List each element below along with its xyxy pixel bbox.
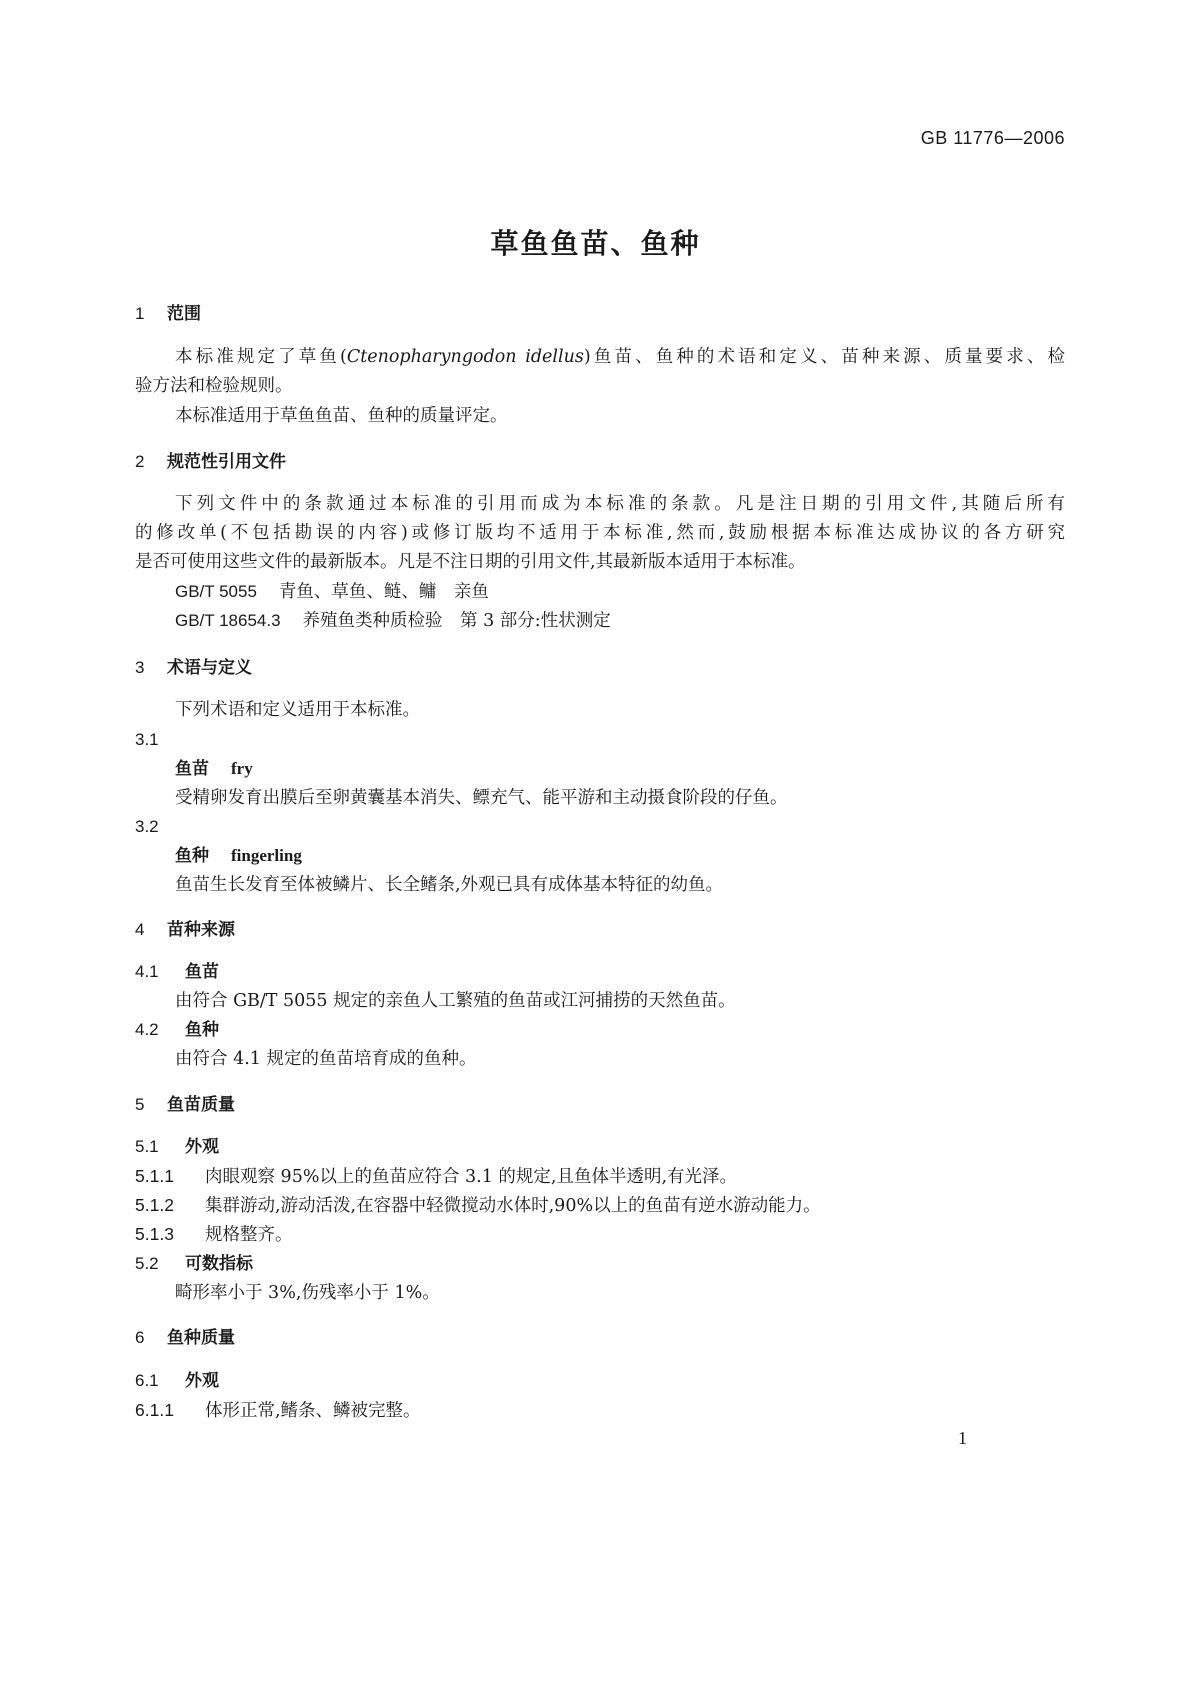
section-number: 2 [135,452,145,471]
clause: 6.1.1 体形正常,鳍条、鳞被完整。 [135,1400,421,1421]
latin-name: Ctenopharyngodon idellus [346,347,584,367]
paragraph-line: 下列术语和定义适用于本标准。 [175,700,420,720]
section-number: 6 [135,1328,145,1347]
term-heading: 鱼苗 fry [175,759,253,779]
paragraph-line: 下列文件中的条款通过本标准的引用而成为本标准的条款。凡是注日期的引用文件,其随后所有 [175,494,1065,514]
section-heading-6 [135,1326,1065,1350]
section-number: 1 [135,304,145,323]
term-definition: 鱼苗生长发育至体被鳞片、长全鳍条,外观已具有成体基本特征的幼鱼。 [175,875,724,895]
normative-reference: GB/T 18654.3 养殖鱼类种质检验 第 3 部分:性状测定 [175,611,611,631]
section-heading-3 [135,656,1065,680]
section-title: 鱼种质量 [167,1328,235,1348]
section-heading-5 [135,1093,1065,1117]
section-heading-1 [135,302,1065,326]
section-title: 规范性引用文件 [167,452,286,472]
subsection-heading: 6.1 外观 [135,1371,219,1391]
section-heading-4 [135,918,1065,942]
document-title: 草鱼鱼苗、鱼种 [490,227,701,260]
normative-reference: GB/T 5055 青鱼、草鱼、鲢、鳙 亲鱼 [175,582,489,602]
section-number: 4 [135,920,145,939]
paragraph-line: 验方法和检验规则。 [135,376,293,396]
term-number: 3.2 [135,817,159,836]
section-title: 术语与定义 [167,658,252,678]
paragraph-line: 畸形率小于 3%,伤残率小于 1%。 [175,1283,440,1303]
subsection-heading: 5.1 外观 [135,1137,219,1157]
clause: 5.1.3 规格整齐。 [135,1224,293,1245]
standard-code: GB 11776—2006 [920,128,1065,148]
paragraph-line: 由符合 4.1 规定的鱼苗培育成的鱼种。 [175,1049,477,1069]
clause: 5.1.2 集群游动,游动活泼,在容器中轻微搅动水体时,90%以上的鱼苗有逆水游动能力。 [135,1195,821,1216]
term-heading: 鱼种 fingerling [175,846,302,866]
section-title: 范围 [167,304,201,324]
section-number: 3 [135,658,145,677]
clause: 5.1.1 肉眼观察 95%以上的鱼苗应符合 3.1 的规定,且鱼体半透明,有光泽。 [135,1166,738,1187]
paragraph-line: 是否可使用这些文件的最新版本。凡是不注日期的引用文件,其最新版本适用于本标准。 [135,552,806,572]
paragraph-line: 本标准规定了草鱼(Ctenopharyngodon idellus)鱼苗、鱼种的术语和定义、苗种来源、质量要求、检 [175,347,1066,367]
section-heading-2 [135,450,1065,474]
subsection-heading: 5.2 可数指标 [135,1254,253,1274]
section-number: 5 [135,1095,145,1114]
term-number: 3.1 [135,730,159,749]
subsection-heading: 4.2 鱼种 [135,1020,219,1040]
section-title: 鱼苗质量 [167,1095,235,1115]
paragraph-line: 的修改单(不包括勘误的内容)或修订版均不适用于本标准,然而,鼓励根据本标准达成协议的各方研究 [135,523,1065,543]
subsection-heading: 4.1 鱼苗 [135,962,219,982]
page-number: 1 [958,1428,967,1448]
section-title: 苗种来源 [167,920,235,940]
term-definition: 受精卵发育出膜后至卵黄囊基本消失、鳔充气、能平游和主动摄食阶段的仔鱼。 [175,788,788,808]
paragraph-line: 本标准适用于草鱼鱼苗、鱼种的质量评定。 [175,406,508,426]
paragraph-line: 由符合 GB/T 5055 规定的亲鱼人工繁殖的鱼苗或江河捕捞的天然鱼苗。 [175,991,736,1011]
